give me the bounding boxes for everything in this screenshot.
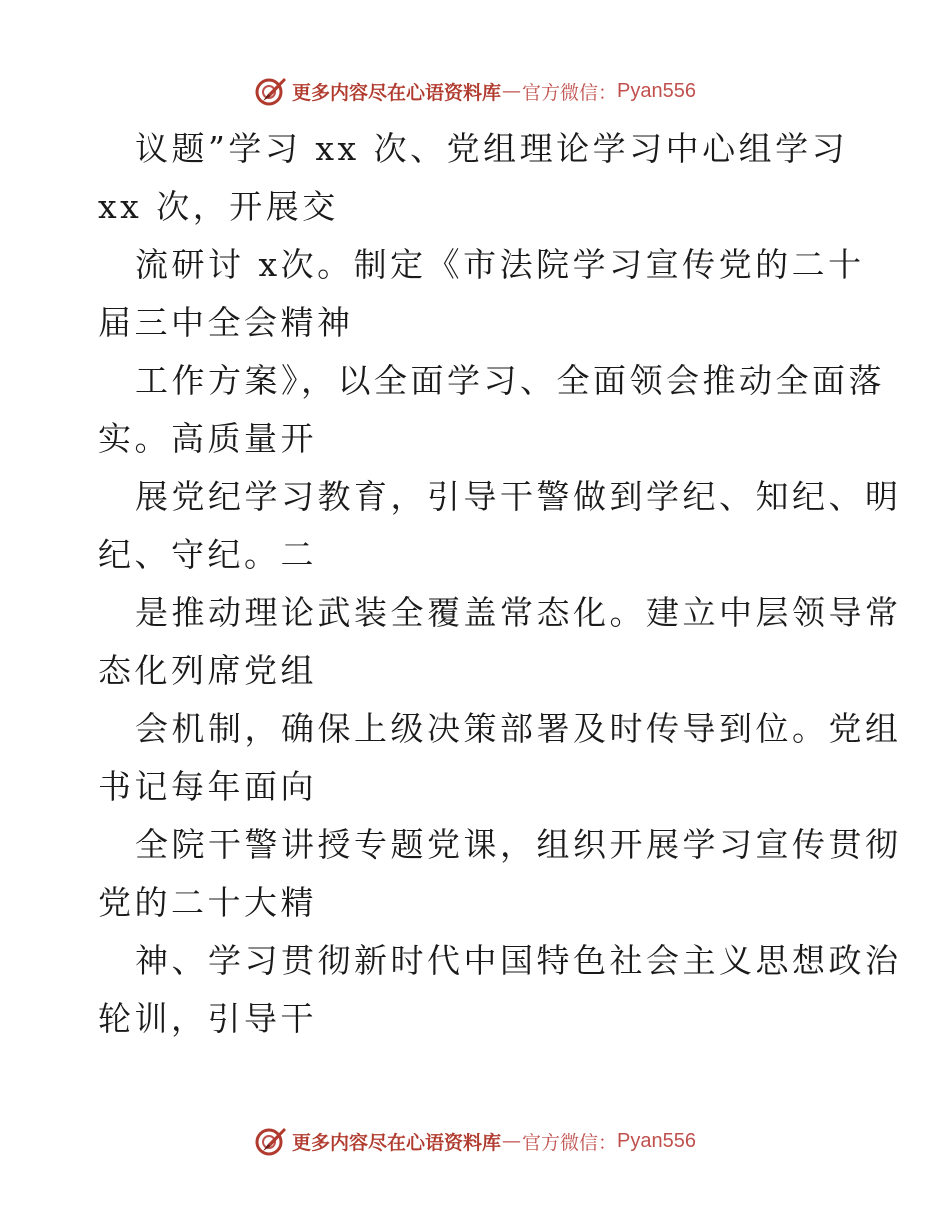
header-separator: — xyxy=(502,80,522,102)
text-line: 纪、守纪。二 xyxy=(98,535,317,574)
text-line: 全院干警讲授专题党课，组织开展学习宣传贯彻 xyxy=(135,825,902,864)
text-line: 书记每年面向 xyxy=(98,767,317,806)
footer-separator: — xyxy=(502,1130,522,1152)
header-contact-label: 官方微信： xyxy=(522,81,618,104)
quill-logo-icon xyxy=(254,74,288,108)
header-watermark xyxy=(0,71,950,111)
text-line: 党的二十大精 xyxy=(98,883,317,922)
text-line: 议题”学习 xx 次、党组理论学习中心组学习 xyxy=(135,129,849,168)
footer-brand: 更多内容尽在心语资料库 xyxy=(292,1131,502,1154)
text-line: xx 次，开展交 xyxy=(98,187,339,226)
quill-logo-icon xyxy=(254,1124,288,1158)
text-line: 是推动理论武装全覆盖常态化。建立中层领导常 xyxy=(135,593,902,632)
footer-handle: Pyan556 xyxy=(617,1129,696,1152)
text-line: 流研讨 x次。制定《市法院学习宣传党的二十 xyxy=(135,245,865,284)
header-brand: 更多内容尽在心语资料库 xyxy=(292,81,502,104)
document-body xyxy=(98,120,902,1048)
text-line: 态化列席党组 xyxy=(98,651,317,690)
footer-watermark xyxy=(0,1121,950,1161)
text-line: 轮训，引导干 xyxy=(98,999,317,1038)
text-line: 展党纪学习教育，引导干警做到学纪、知纪、明 xyxy=(135,477,902,516)
text-line: 实。高质量开 xyxy=(98,419,317,458)
header-handle: Pyan556 xyxy=(617,79,696,102)
text-line: 会机制，确保上级决策部署及时传导到位。党组 xyxy=(135,709,902,748)
footer-contact-label: 官方微信： xyxy=(522,1131,618,1154)
text-line: 届三中全会精神 xyxy=(98,303,354,342)
text-line: 神、学习贯彻新时代中国特色社会主义思想政治 xyxy=(135,941,902,980)
text-line: 工作方案》，以全面学习、全面领会推动全面落 xyxy=(135,361,885,400)
